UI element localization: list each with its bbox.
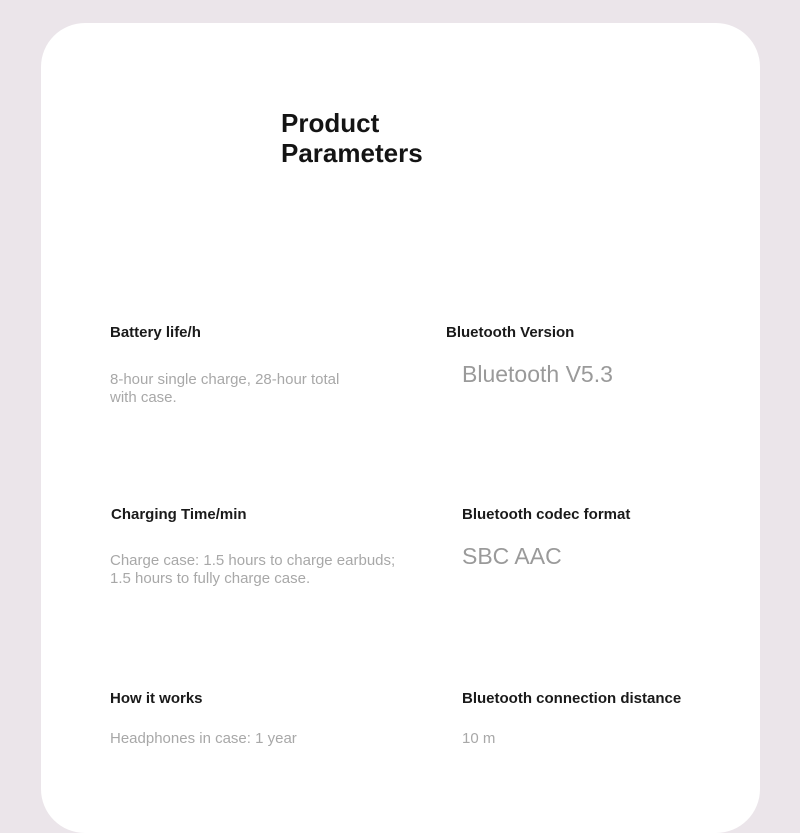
charging-time-label: Charging Time/min — [111, 506, 247, 523]
bluetooth-distance-label: Bluetooth connection distance — [462, 690, 682, 707]
page-title — [281, 108, 423, 168]
bluetooth-codec-value: SBC AAC — [462, 543, 562, 569]
bluetooth-distance-value: 10 m — [462, 730, 496, 747]
bluetooth-version-value: Bluetooth V5.3 — [462, 361, 613, 387]
page-title-line-1: Product — [281, 108, 380, 138]
page-title-line-2: Parameters — [281, 138, 423, 168]
how-it-works-value: Headphones in case: 1 year — [110, 730, 297, 747]
battery-life-label: Battery life/h — [110, 324, 201, 341]
charging-time-value: Charge case: 1.5 hours to charge earbuds; 1.5 hours to fully charge case. — [110, 552, 396, 587]
how-it-works-label: How it works — [110, 690, 203, 707]
bluetooth-codec-label: Bluetooth codec format — [462, 506, 631, 523]
battery-life-value: 8-hour single charge, 28-hour total with case. — [110, 371, 340, 406]
bluetooth-version-label: Bluetooth Version — [446, 324, 575, 341]
